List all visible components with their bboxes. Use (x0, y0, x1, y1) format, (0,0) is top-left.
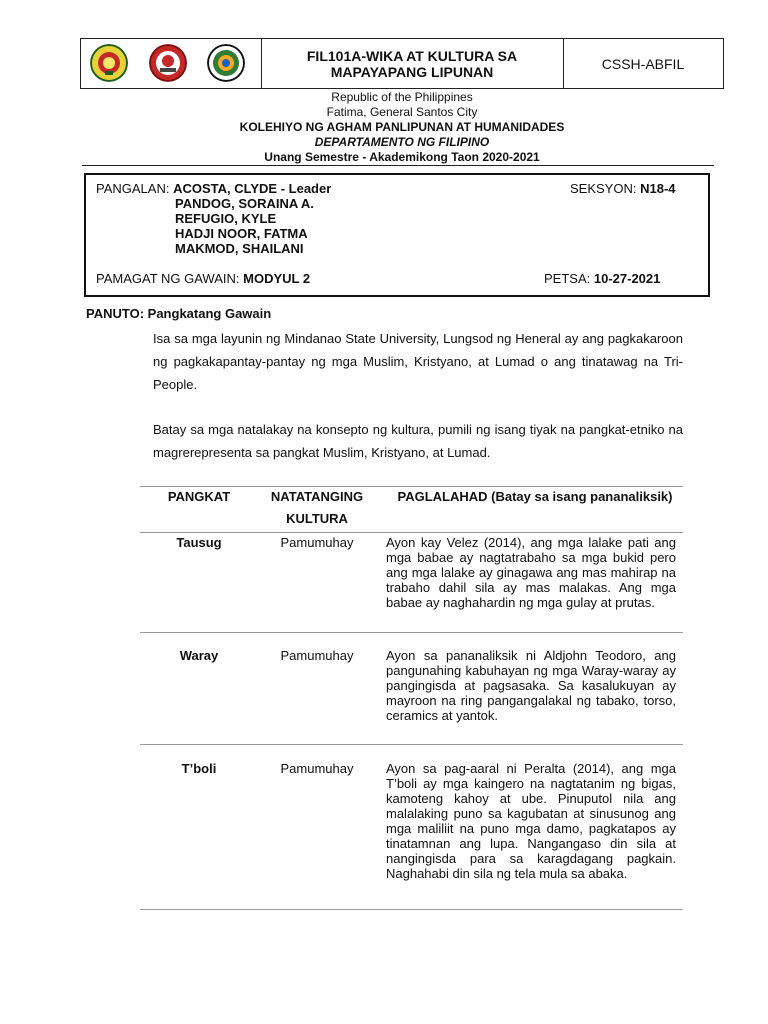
column-header: NATATANGING KULTURA (270, 489, 364, 526)
instruction-heading (86, 306, 271, 321)
group-cell: T’boli (181, 761, 217, 776)
activity-title-label: PAMAGAT NG GAWAIN: (96, 271, 240, 286)
member-name: MAKMOD, SHAILANI (175, 241, 304, 256)
name-row (96, 181, 331, 196)
paragraph: Batay sa mga natalakay na konsepto ng kultura, pumili ng isang tiyak na pangkat-etniko na magrerepresenta sa pangkat Muslim, Kristyano, at Lumad. (153, 422, 683, 460)
paragraph: Isa sa mga layunin ng Mindanao State University, Lungsod ng Heneral ay ang pagkakaroon ng pagkakapantay-pantay ng mga Muslim, Kristyano, at Lumad o ang tinatawag na Tri-People. (153, 331, 683, 392)
department-seal-logo (207, 44, 245, 82)
section-value: N18-4 (640, 181, 676, 196)
culture-cell: Pamumuhay (280, 648, 354, 663)
instruction-label: PANUTO: (86, 306, 145, 321)
course-title-line1: FIL101A-WIKA AT KULTURA SA (306, 47, 518, 64)
member-name: REFUGIO, KYLE (175, 211, 277, 226)
college-name: KOLEHIYO NG AGHAM PANLIPUNAN AT HUMANIDADES (239, 120, 565, 134)
description-cell: Ayon sa pag-aaral ni Peralta (2014), ang mga T’boli ay mga kaingero na nagtatanim ng bigas, kamoteng kahoy at ube. Pinuputol nila ang malalaking puno sa kagubatan at sinusunog ang mga maliliit na puno mga damo, pagkatapos ay tinatamnan ang lupa. Nangangaso din sila at nangingisda para sa karagdagang pagkain. Naghahabi din sila ng tela mula sa abaka. (386, 761, 676, 881)
logo-cell (81, 39, 262, 88)
activity-title-row (96, 271, 310, 286)
group-cell: Tausug (176, 535, 222, 550)
instruction-value: Pangkatang Gawain (147, 306, 272, 321)
column-header: PAGLALAHAD (Batay sa isang pananaliksik) (397, 489, 673, 504)
row-divider (140, 632, 683, 633)
course-code: CSSH-ABFIL (601, 55, 685, 72)
activity-title-value: MODYUL 2 (243, 271, 311, 286)
semester-line: Unang Semestre - Akademikong Taon 2020-2021 (264, 150, 540, 164)
header-divider (82, 165, 714, 166)
table-bottom-border (140, 909, 683, 910)
course-title (292, 48, 532, 80)
date-label: PETSA: (544, 271, 591, 286)
name-label: PANGALAN: (96, 181, 170, 196)
student-info-box (84, 173, 710, 297)
row-divider (140, 744, 683, 745)
location-line: Fatima, General Santos City (326, 105, 478, 119)
date-value: 10-27-2021 (593, 271, 661, 286)
section-label: SEKSYON: (570, 181, 637, 196)
document-header (80, 38, 724, 89)
course-code-cell (563, 39, 723, 88)
culture-cell: Pamumuhay (280, 761, 354, 776)
msu-seal-logo (90, 44, 128, 82)
section-row (570, 181, 676, 196)
table-header-border (140, 532, 683, 533)
republic-line: Republic of the Philippines (331, 90, 473, 104)
department-name: DEPARTAMENTO NG FILIPINO (314, 135, 490, 149)
column-header: PANGKAT (167, 489, 231, 504)
member-name: ACOSTA, CLYDE - Leader (173, 181, 332, 196)
member-name: HADJI NOOR, FATMA (175, 226, 308, 241)
description-cell: Ayon kay Velez (2014), ang mga lalake pati ang mga babae ay nagtatrabaho sa mga bukid pero ang mga lalake ay ginagawa ang mas mahirap na trabaho dahil sila ay mas malakas. Ang mga babae ay naghahardin ng mga gulay at prutas. (386, 535, 676, 610)
member-name: PANDOG, SORAINA A. (175, 196, 314, 211)
description-cell: Ayon sa pananaliksik ni Aldjohn Teodoro, ang pangunahing kabuhayan ng mga Waray-waray ay pangingisda at pagsasaka. Sa kasalukuyan ay mayroon na ring pangangalakal ng tabako, torso, ceramics at yantok. (386, 648, 676, 723)
group-cell: Waray (179, 648, 219, 663)
course-title-line2: MAPAYAPANG LIPUNAN (330, 63, 494, 80)
date-row (544, 271, 660, 286)
culture-cell: Pamumuhay (280, 535, 354, 550)
course-title-cell (261, 39, 564, 88)
college-seal-logo (149, 44, 187, 82)
